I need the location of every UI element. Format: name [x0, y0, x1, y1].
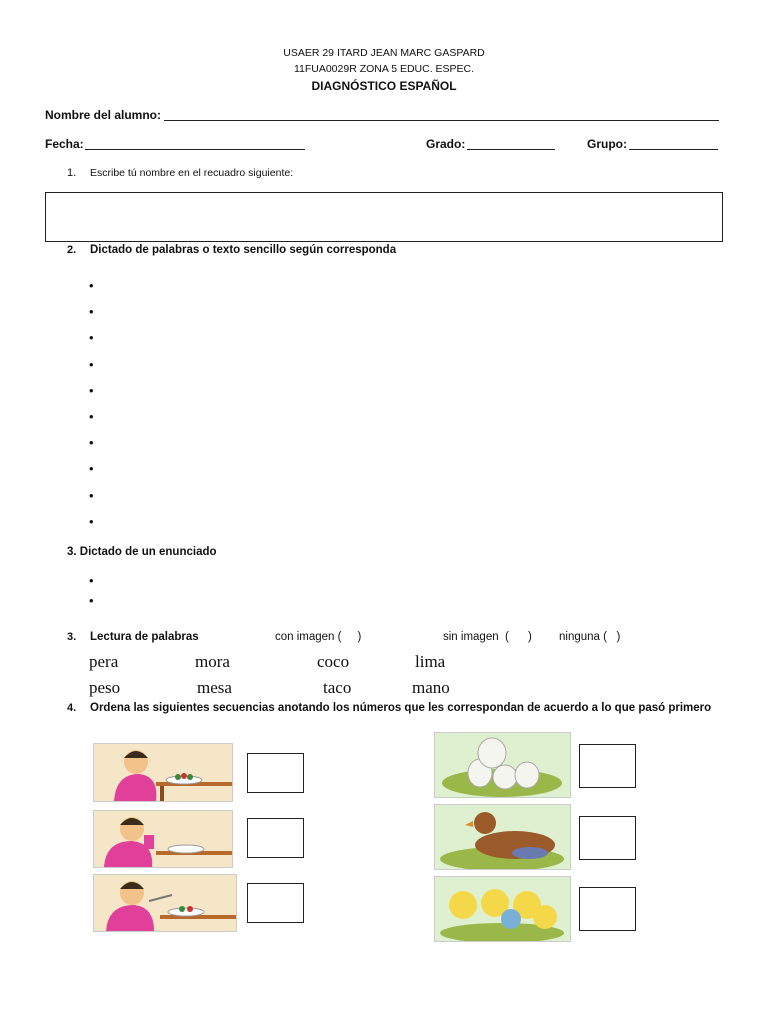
- word: peso: [89, 678, 121, 697]
- word: taco: [323, 678, 352, 697]
- duck-on-nest-image: [434, 804, 571, 870]
- page-title: DIAGNÓSTICO ESPAÑOL: [311, 79, 457, 93]
- bullet-item[interactable]: •: [89, 513, 94, 529]
- option-none[interactable]: ninguna ( ): [559, 631, 621, 643]
- q1-number: 1.: [67, 167, 77, 179]
- date-label: Fecha:: [45, 137, 84, 151]
- bullet-item[interactable]: •: [89, 330, 94, 346]
- q4-number: 4.: [67, 702, 77, 714]
- word: mano: [412, 678, 450, 697]
- bullet-item[interactable]: •: [89, 461, 94, 477]
- ducklings-image: [434, 876, 571, 942]
- student-name-line[interactable]: [164, 108, 719, 121]
- bullet-item[interactable]: •: [89, 487, 94, 503]
- q3b-text: Lectura de palabras: [90, 631, 199, 643]
- word: mesa: [197, 678, 232, 697]
- bullet-item[interactable]: •: [89, 409, 94, 424]
- word: mora: [195, 652, 230, 671]
- option-with-image[interactable]: con imagen ( ): [275, 631, 362, 643]
- bullet-item[interactable]: •: [89, 382, 94, 398]
- group-line[interactable]: [629, 137, 718, 150]
- bullet-item[interactable]: •: [89, 573, 94, 588]
- answer-box[interactable]: [247, 753, 304, 793]
- student-name-label: Nombre del alumno:: [45, 108, 162, 122]
- answer-box[interactable]: [247, 818, 304, 858]
- q1-text: Escribe tú nombre en el recuadro siguiente:: [90, 167, 294, 179]
- q4-text: Ordena las siguientes secuencias anotando los números que les correspondan de acuerdo a lo que pasó primero: [90, 702, 712, 714]
- name-box[interactable]: [45, 192, 723, 242]
- answer-box[interactable]: [579, 816, 636, 860]
- bullet-item[interactable]: •: [89, 278, 94, 293]
- word: coco: [317, 652, 350, 671]
- answer-box[interactable]: [579, 887, 636, 931]
- eggs-hatching-image: [434, 732, 571, 798]
- grade-label: Grado:: [426, 137, 466, 151]
- q3a-text: 3. Dictado de un enunciado: [67, 546, 217, 558]
- word: lima: [415, 652, 446, 671]
- answer-box[interactable]: [579, 744, 636, 788]
- answer-box[interactable]: [247, 883, 304, 923]
- man-eating-full-plate-image: [93, 743, 233, 802]
- bullet-item[interactable]: •: [89, 593, 94, 608]
- q2-number: 2.: [67, 244, 77, 256]
- word: pera: [89, 652, 119, 671]
- school-code: 11FUA0029R ZONA 5 EDUC. ESPEC.: [293, 63, 475, 75]
- bullet-item[interactable]: •: [89, 435, 94, 451]
- date-line[interactable]: [85, 137, 305, 150]
- grade-line[interactable]: [467, 137, 555, 150]
- bullet-item[interactable]: •: [89, 356, 94, 372]
- school-name: USAER 29 ITARD JEAN MARC GASPARD: [283, 47, 485, 59]
- man-thinking-image: [93, 810, 233, 868]
- q2-text: Dictado de palabras o texto sencillo según corresponda: [90, 244, 397, 256]
- q3b-number: 3.: [67, 631, 77, 643]
- option-without-image[interactable]: sin imagen ( ): [443, 631, 532, 643]
- bullet-item[interactable]: •: [89, 304, 94, 320]
- group-label: Grupo:: [587, 137, 627, 151]
- man-eating-fork-image: [93, 874, 237, 932]
